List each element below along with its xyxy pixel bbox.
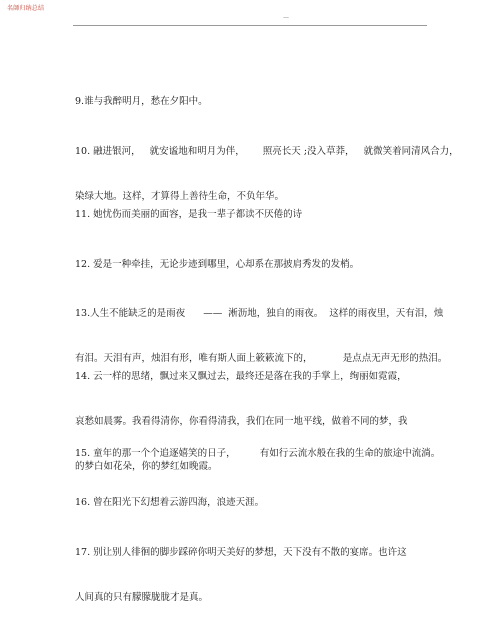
paragraph-line: 15. 童年的那一个个追逐嬉笑的日子， 有如行云流水般在我的生命的旅途中流淌。 bbox=[75, 448, 441, 459]
paragraph-line: 13.人生不能缺乏的是雨夜 —— 淅沥地，独自的雨夜。 这样的雨夜里，天有泪，烛 bbox=[75, 308, 444, 319]
paragraph-line: 16. 曾在阳光下幻想着云游四海，浪迹天涯。 bbox=[75, 497, 265, 508]
paragraph-line: 有泪。天泪有声，烛泪有形，唯有斯人面上簌簌流下的， 是点点无声无形的热泪。 bbox=[75, 353, 448, 364]
header-mark: — bbox=[283, 14, 289, 21]
paragraph-line: 哀愁如晨雾。我看得清你，你看得清我，我们在同一地平线，做着不同的梦，我 bbox=[75, 416, 408, 427]
paragraph-line: 染绿大地。这样，才算得上善待生命，不负年华。 bbox=[75, 191, 285, 202]
header-title: 名師归纳总结 bbox=[7, 5, 45, 12]
header-divider bbox=[73, 25, 427, 26]
paragraph-17 bbox=[75, 515, 435, 635]
paragraph-line: 10. 融进银河， 就安谧地和明月为伴， 照亮长天 ;没入草莽， 就微笑着同清风合力， bbox=[75, 146, 459, 157]
paragraph-line: 9.谁与我醉明月，愁在夕阳中。 bbox=[75, 96, 208, 107]
paragraph-line: 14. 云一样的思绪，飘过来又飘过去，最终还是落在我的手掌上，绚丽如霓霞， bbox=[75, 371, 407, 382]
paragraph-line: 的梦白如花朵，你的梦红如晚霞。 bbox=[75, 461, 218, 472]
paragraph-line: 12. 爱是一种牵挂，无论步迹到哪里，心却系在那披肩秀发的发梢。 bbox=[75, 259, 360, 270]
paragraph-line: 17. 别让别人徘徊的脚步踩碎你明天美好的梦想，天下没有不散的宴席。也许这 bbox=[75, 547, 407, 558]
paragraph-line: 11. 她忧伤而美丽的面容，是我一辈子都读不厌倦的诗 bbox=[75, 209, 303, 220]
paragraph-line: 人间真的只有朦朦胧胧才是真。 bbox=[75, 592, 209, 603]
